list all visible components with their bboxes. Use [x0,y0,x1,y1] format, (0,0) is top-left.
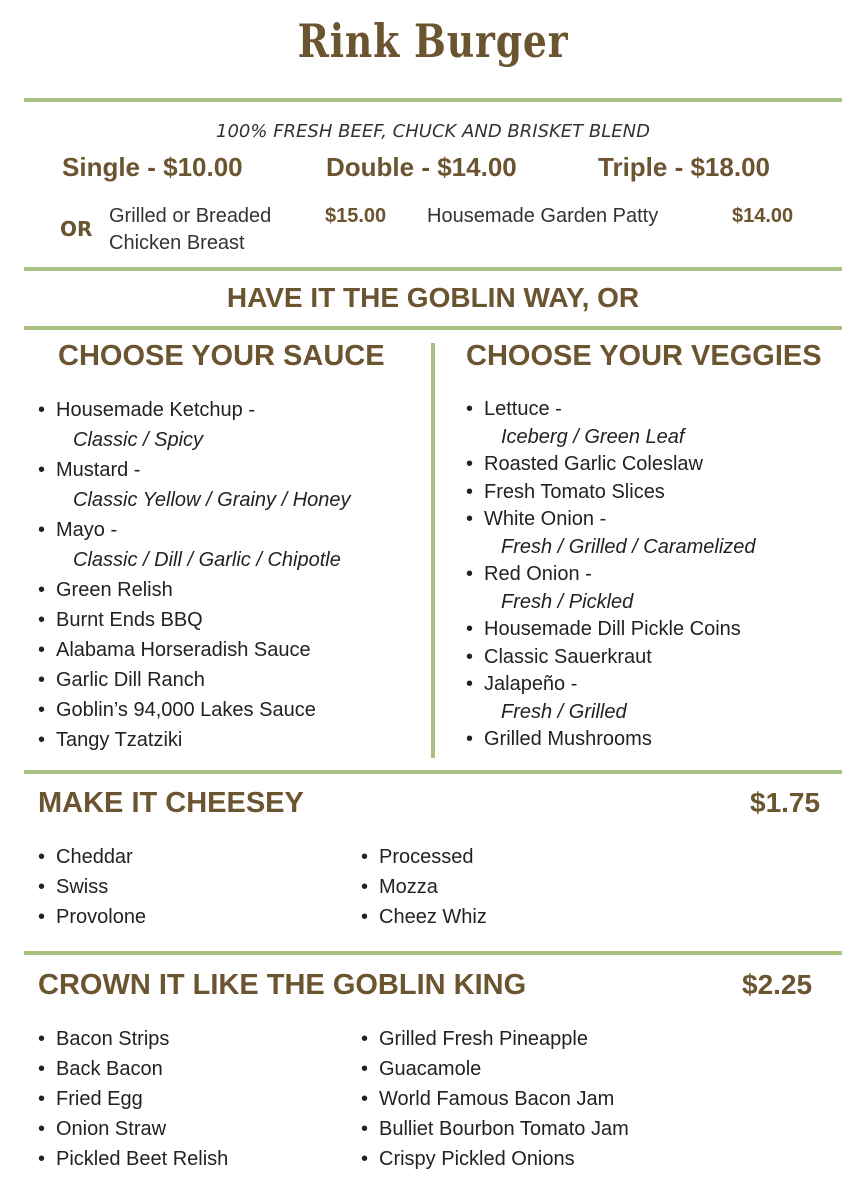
list-item: • Swiss [38,876,109,898]
veggies-list [466,396,756,754]
sauce-heading: CHOOSE YOUR SAUCE [58,340,385,372]
list-item: • Grilled Mushrooms [466,728,652,750]
list-item: • Mozza [361,876,438,898]
alt-chicken [109,203,271,257]
list-item: • Red Onion - Fresh / Pickled [466,563,634,613]
list-item: • Crispy Pickled Onions [361,1148,575,1170]
list-item: • Housemade Ketchup - Classic / Spicy [38,399,256,451]
list-item: • Fried Egg [38,1088,143,1110]
veggies-heading: CHOOSE YOUR VEGGIES [466,340,822,372]
list-item: • World Famous Bacon Jam [361,1088,615,1110]
list-item: • Goblin’s 94,000 Lakes Sauce [38,699,316,721]
alt-chicken-price: $15.00 [325,205,387,227]
list-item: • Roasted Garlic Coleslaw [466,453,703,475]
list-item: • Back Bacon [38,1058,163,1080]
cheese-heading: MAKE IT CHEESEY [38,787,304,819]
sauce-list [38,395,351,755]
list-item: • Pickled Beet Relish [38,1148,229,1170]
crown-heading: CROWN IT LIKE THE GOBLIN KING [38,969,527,1001]
alt-chicken-line1: Grilled or Breaded [109,205,272,227]
list-item: • Burnt Ends BBQ [38,609,203,631]
alt-garden-patty: Housemade Garden Patty [427,205,659,227]
list-item: • Garlic Dill Ranch [38,669,205,691]
list-item: • Guacamole [361,1058,482,1080]
list-item: • Tangy Tzatziki [38,729,183,751]
list-item: • Bulliet Bourbon Tomato Jam [361,1118,629,1140]
size-triple: Triple - $18.00 [598,152,770,182]
divider [24,770,842,774]
list-item: • Grilled Fresh Pineapple [361,1028,588,1050]
list-item: • Classic Sauerkraut [466,645,652,668]
divider [24,98,842,102]
column-divider [431,343,435,758]
list-item: • Cheddar [38,846,133,868]
cheese-list-right [361,842,487,932]
cheese-list-left [38,842,146,932]
size-single: Single - $10.00 [62,152,243,182]
beef-subtitle: 100% FRESH BEEF, CHUCK AND BRISKET BLEND [216,121,650,142]
list-item: • Cheez Whiz [361,906,487,928]
alt-garden-patty-price: $14.00 [732,205,794,227]
crown-list-right [361,1024,629,1174]
list-item: • Alabama Horseradish Sauce [38,639,311,661]
or-label: OR [60,217,93,241]
goblin-way-heading: HAVE IT THE GOBLIN WAY, OR [226,282,640,313]
list-item: • Bacon Strips [38,1028,170,1050]
list-item: • Mustard - Classic Yellow / Grainy / Honey [38,459,351,511]
list-item: • Jalapeño - Fresh / Grilled [466,673,627,723]
list-item: • Green Relish [38,579,173,601]
list-item: • Processed [361,846,474,868]
crown-list-left [38,1024,228,1174]
list-item: • Housemade Dill Pickle Coins [466,618,741,640]
menu-title: Rink Burger [297,14,569,68]
list-item: • Mayo - Classic / Dill / Garlic / Chipotle [38,519,341,571]
list-item: • Onion Straw [38,1118,167,1140]
size-double: Double - $14.00 [326,152,517,182]
divider [24,951,842,955]
divider [24,267,842,271]
alt-chicken-line2: Chicken Breast [109,232,245,254]
list-item: • Provolone [38,906,147,928]
list-item: • Lettuce - Iceberg / Green Leaf [466,398,685,448]
list-item: • Fresh Tomato Slices [466,480,665,503]
divider [24,326,842,330]
cheese-price: $1.75 [750,787,821,818]
list-item: • White Onion - Fresh / Grilled / Caramelized [466,508,756,558]
crown-price: $2.25 [742,969,813,1000]
